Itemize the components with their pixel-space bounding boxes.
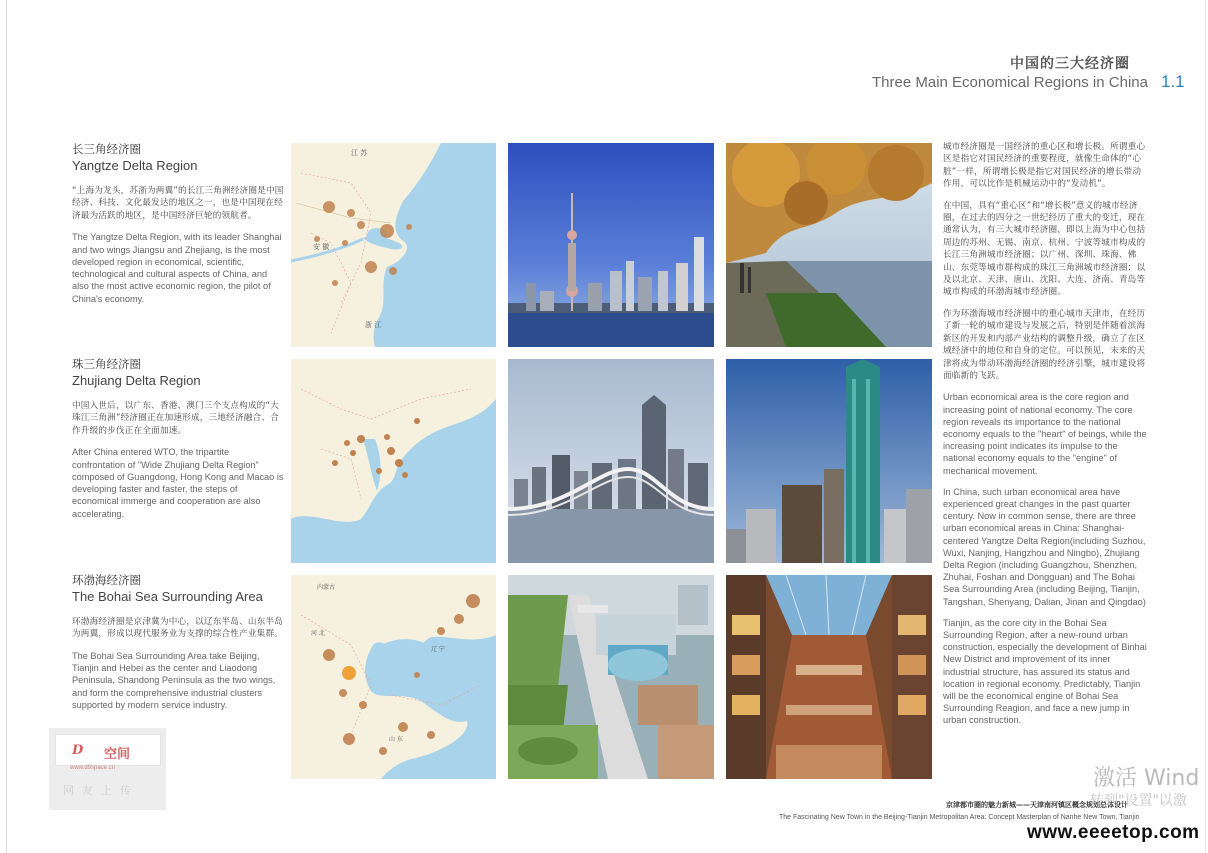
- region-title-cn: 长三角经济圈: [72, 142, 141, 156]
- logo-mark: D: [72, 743, 84, 758]
- activate-windows-watermark: 激活 Wind: [1093, 766, 1200, 791]
- logo-name: 空间: [104, 747, 131, 762]
- section-number: 1.1: [1161, 72, 1185, 91]
- photo-tianjin-aerial: [508, 575, 714, 779]
- region-title-cn: 珠三角经济圈: [72, 357, 141, 371]
- map-label: 河 北: [311, 630, 325, 637]
- region-zhujiang: [72, 357, 284, 520]
- map-label: 江 苏: [351, 149, 368, 157]
- region-title-en: The Bohai Sea Surrounding Area: [72, 589, 263, 604]
- activate-windows-subtext: 转到"设置"以激: [1090, 793, 1187, 809]
- logo-upload-text: 网友上传: [63, 784, 139, 797]
- map-label: 山 东: [389, 736, 403, 743]
- map-label: 辽 宁: [431, 646, 445, 653]
- photo-shenzhen-towers: [726, 359, 932, 563]
- paragraph-en: Urban economical area is the core region and increasing point of national economy. The core region reveals its importance to the national economy equals to the "heart" of beings, while the increasing point indicates its impulse to the national economy equals to the "engine" of mechanical movement.: [943, 392, 1147, 476]
- map-label: 安 徽: [313, 243, 330, 251]
- region-title-cn: 环渤海经济圈: [72, 573, 141, 587]
- photo-mall-atrium: [726, 575, 932, 779]
- region-bohai: [72, 573, 284, 711]
- region-text-en: After China entered WTO, the tripartite confrontation of "Wide Zhujiang Delta Region" composed of Guangdong, Hong Kong and Macao is developing faster and faster, the steps of economical immerge and cooperation are also accelerating.: [72, 447, 284, 519]
- page-title-cn: 中国的三大经济圈: [1010, 56, 1130, 72]
- region-title-en: Yangtze Delta Region: [72, 158, 198, 173]
- region-yangtze: [72, 142, 284, 305]
- upload-logo: [49, 728, 166, 810]
- region-text-cn: 中国入世后，以广东、香港、澳门三个支点构成的“大珠江三角洲”经济圈正在加速形成，三地经济融合、合作升级的步伐正在全面加速。: [72, 401, 279, 436]
- photo-hongkong-bridge: [508, 359, 714, 563]
- region-text-cn: 环渤海经济圈是京津冀为中心，以辽东半岛、山东半岛为两翼，形成以现代服务业为支撑的综合性产业集群。: [72, 617, 284, 640]
- page-edge-left: [6, 0, 7, 853]
- logo-url: www.d9space.cn: [70, 765, 116, 771]
- photo-shanghai-skyline: [508, 143, 714, 347]
- map-yangtze-delta: [291, 143, 496, 347]
- logo-banner: [55, 734, 161, 771]
- paragraph-en: Tianjin, as the core city in the Bohai Sea Surrounding Region, after a new-round urban construction, especially the development of Binhai New District and improvement of its inner industrial structure, has assured its status and location in regional economy. Predictably, Tianjin will be the economical engine of Bohai Sea Surrounding Reagion, and face a new jump in urban construction.: [943, 617, 1147, 726]
- page-edge-right: [1205, 0, 1206, 853]
- site-watermark: www.eeeetop.com: [1027, 822, 1200, 843]
- photo-lakeside-trees: [726, 143, 932, 347]
- paragraph-cn: 在中国，具有“重心区”和“增长极”意义的城市经济圈，在过去的四分之一世纪经历了重大的变迁，现在通常认为，有三大城市经济圈，即以上海为中心包括周边的苏州、无锡、南京、杭州、宁波等城市构成的长江三角洲城市经济圈；以广州、深圳、珠海、佛山、东莞等城市群构成的珠江三角洲城市经济圈；以及以北京、天津、唐山、沈阳、大连、济南、青岛等城市构成的环渤海城市经济圈。: [943, 200, 1146, 298]
- region-text-en: The Bohai Sea Surrounding Area take Beijing, Tianjin and Hebei as the center and Liaodong Peninsula, Shandong Peninsula as the two wings, and form the comprehensive industrial clusters supported by modern service industry.: [72, 650, 276, 710]
- caption-en: The Fascinating New Town in the Beijing-Tianjin Metropolitan Area: Concept Masterplan of Nanhe New Town, Tianjin: [779, 814, 1140, 821]
- map-zhujiang-delta: [291, 359, 496, 563]
- paragraph-en: In China, such urban economical area have experienced great changes in the past quarter century. Now in common sense, there are three urban economical areas in China: Shanghai-centered Yangtze Delta Region(including Suzhou, Wuxi, Nanjing, Hangzhou and Ningbo), Zhujiang Delta Region (including Guangzhou, Shenzhen, Zhuhai, Foshan and Dongguan) and The Bohai Sea Surrounding Area (including Beijing, Tianjin, Tangshan, Shenyang, Dalian, Jinan and Qingdao): [943, 486, 1146, 607]
- region-text-cn: “上海为龙头，苏浙为两翼”的长江三角洲经济圈是中国经济、科技、文化最发达的地区之一，也是中国现在经济最为活跃的地区，是中国经济巨轮的领航者。: [72, 186, 284, 221]
- paragraph-cn: 城市经济圈是一国经济的重心区和增长极。所谓重心区是指它对国民经济的重要程度，就像生命体的“心脏”一样，所谓增长极是指它对国民经济的增长带动作用，可以比作是机械运动中的“发动机”。: [943, 142, 1146, 190]
- page-title-en: Three Main Economical Regions in China: [872, 74, 1148, 91]
- map-label: 浙 江: [365, 321, 382, 329]
- caption-cn: 京津都市圈的魅力新城——天津南河镇区概念规划总体设计: [946, 801, 1128, 809]
- paragraph-cn: 作为环渤海城市经济圈中的重心城市天津市，在经历了新一轮的城市建设与发展之后，特别是伴随着滨海新区的开发和内部产业结构的调整升级，确立了在区域经济中的地位和自身的定位。可以预见，未来的天津将成为带动环渤海经济圈的经济引擎，城市建设将面临新的飞跃。: [943, 308, 1146, 381]
- region-title-en: Zhujiang Delta Region: [72, 373, 201, 388]
- right-column-text: [943, 141, 1149, 736]
- map-bohai-area: [291, 575, 496, 779]
- region-text-en: The Yangtze Delta Region, with its leader Shanghai and two wings Jiangsu and Zhejiang, is the most developed region in economical, scientific, technological and cultural aspects of China, and also the most active economic region, the pilot of China's economy.: [72, 232, 282, 304]
- map-label: 内蒙古: [317, 584, 336, 591]
